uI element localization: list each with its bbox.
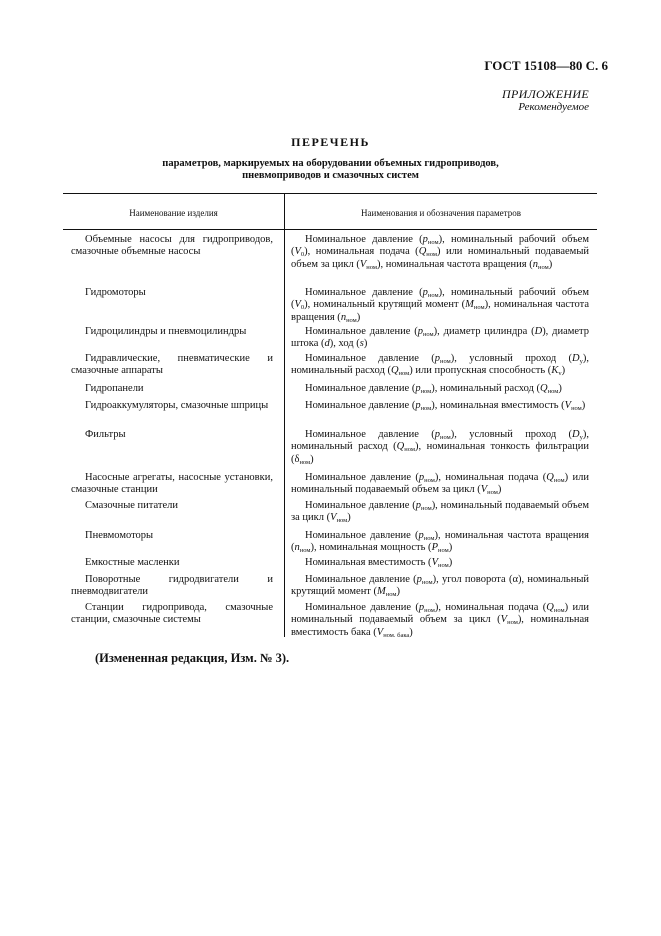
subtitle-line: параметров, маркируемых на оборудовании объемных гидроприводов, [162,158,499,169]
parameter-list: Номинальное давление $(p_{ном})$, номинальная частота вращения $(n_{ном})$, номинальная мощность $(P_{ном})$ [291,530,589,555]
table-header-rule [63,229,597,230]
parameter-list: Номинальное давление $(p_{ном})$, номинальная подача $(Q_{ном})$ или номинальный подаваемый объем за цикл $(V_{ном})$ [291,472,589,497]
table-top-rule [63,193,597,194]
amendment-note: (Измененная редакция, Изм. № 3). [95,651,290,665]
product-name: Емкостные масленки [85,557,180,568]
product-name: Гидравлические, пневматические и смазочные аппараты [71,353,273,377]
product-name: Гидропанели [85,383,144,394]
parameter-list: Номинальное давление $(p_{ном})$, условный проход $(D_у)$, номинальный расход $(Q_{ном})$ или пропускная способность $(K_v)$ [291,353,589,378]
appendix-title: ПРИЛОЖЕНИЕ [502,87,589,101]
product-name: Гидроаккумуляторы, смазочные шприцы [85,400,269,411]
column-header-product: Наименование изделия [129,208,218,218]
parameter-list: Номинальное давление $(p_{ном})$, условный проход $(D_у)$, номинальный расход $(Q_{ном})$, номинальная тонкость фильтрации $(\delta_{ном})$ [291,429,589,466]
column-divider [284,193,285,637]
parameter-list: Номинальное давление $(p_{ном})$, номинальная подача $(Q_{ном})$ или номинальный подаваемый объем за цикл $(V_{ном})$, номинальная вместимость бака $(V_{ном. бака})$ [291,602,589,639]
parameter-list: Номинальное давление $(p_{ном})$, угол поворота (α), номинальный крутящий момент $(M_{ном})$ [291,574,590,599]
list-title: ПЕРЕЧЕНЬ [291,135,370,149]
product-name: Поворотные гидродвигатели и пневмодвигатели [71,574,273,598]
product-name: Объемные насосы для гидроприводов, смазочные объемные насосы [71,234,273,258]
parameter-list: Номинальное давление $(p_{ном})$, номинальный расход $(Q_{ном})$ [305,383,562,395]
parameter-list: Номинальное давление $(p_{ном})$, номинальный рабочий объем $(V_0)$, номинальный крутящий момент $(M_{ном})$, номинальная частота вращения $(n_{ном})$ [291,287,589,324]
parameter-list: Номинальное давление $(p_{ном})$, номинальный рабочий объем $(V_0)$, номинальная подача $(Q_{ном})$ или номинальный подаваемый объем за цикл $(V_{ном})$, номинальная частота вращения $(n_{ном})$ [291,234,589,271]
parameter-list: Номинальное давление $(p_{ном})$, диаметр цилиндра (D), диаметр штока (d), ход (s) [291,326,590,350]
parameter-list: Номинальное давление $(p_{ном})$, номинальный подаваемый объем за цикл $(V_{ном})$ [291,500,589,525]
product-name: Гидромоторы [85,287,146,298]
parameter-list: Номинальная вместимость $(V_{ном})$ [305,557,453,569]
appendix-label [502,88,589,114]
product-name: Станции гидропривода, смазочные станции, смазочные системы [71,602,273,626]
appendix-status: Рекомендуемое [518,101,589,113]
subtitle-line: пневмоприводов и смазочных систем [242,170,419,181]
product-name: Насосные агрегаты, насосные установки, смазочные станции [71,472,273,496]
parameter-list: Номинальное давление $(p_{ном})$, номинальная вместимость $(V_{ном})$ [305,400,586,412]
product-name: Пневмомоторы [85,530,154,541]
standard-reference: ГОСТ 15108—80 С. 6 [484,58,608,73]
product-name: Гидроцилиндры и пневмоцилиндры [85,326,247,337]
list-subtitle [0,158,661,182]
product-name: Фильтры [85,429,126,440]
product-name: Смазочные питатели [85,500,178,511]
column-header-parameters: Наименования и обозначения параметров [361,208,521,218]
